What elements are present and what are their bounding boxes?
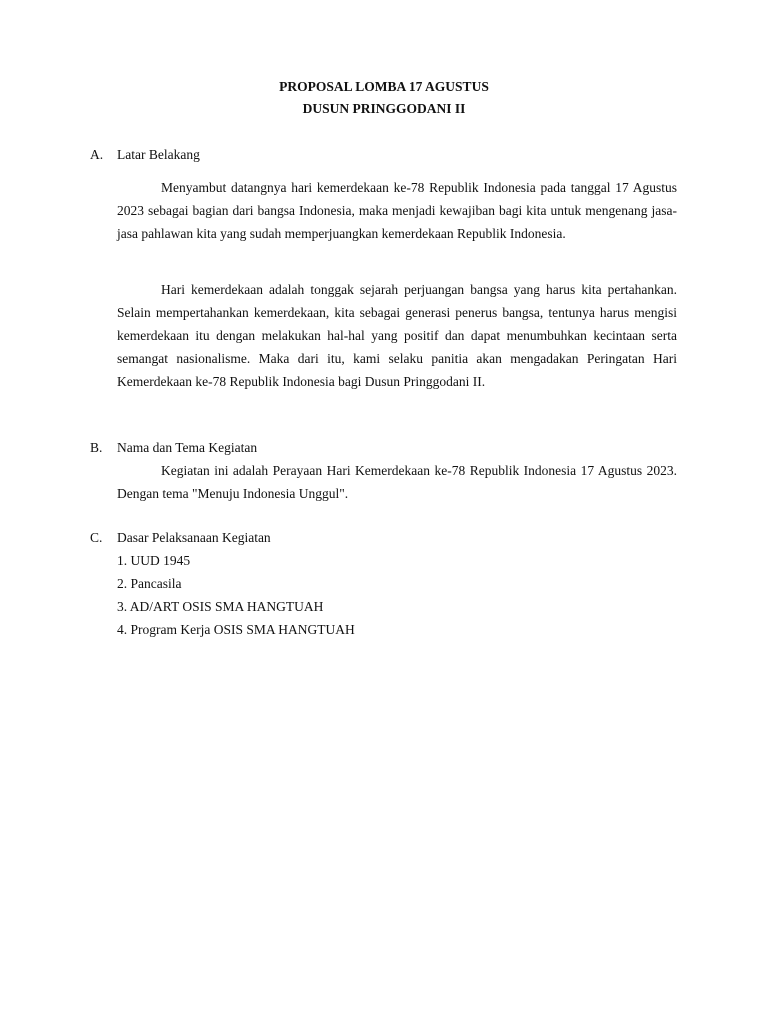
section-b-paragraph-1: Kegiatan ini adalah Perayaan Hari Kemerdekaan ke-78 Republik Indonesia 17 Agustus 2023. Dengan tema "Menuju Indonesia Unggul".	[117, 463, 677, 501]
section-b-heading	[90, 440, 257, 456]
section-c-letter: C.	[90, 530, 103, 545]
list-item: 4. Program Kerja OSIS SMA HANGTUAH	[117, 622, 355, 637]
section-a-paragraph-1: Menyambut datangnya hari kemerdekaan ke-78 Republik Indonesia pada tanggal 17 Agustus 2023 sebagai bagian dari bangsa Indonesia, maka menjadi kewajiban bagi kita untuk mengenang jasa-jasa pahlawan kita yang sudah memperjuangkan kemerdekaan Republik Indonesia.	[117, 180, 677, 241]
document-title: PROPOSAL LOMBA 17 AGUSTUS	[279, 79, 489, 94]
section-a-title: Latar Belakang	[117, 147, 200, 162]
section-a-heading	[90, 147, 200, 163]
list-item: 3. AD/ART OSIS SMA HANGTUAH	[117, 599, 324, 614]
section-c-title: Dasar Pelaksanaan Kegiatan	[117, 530, 271, 545]
section-a-paragraph-2: Hari kemerdekaan adalah tonggak sejarah perjuangan bangsa yang harus kita pertahankan. Selain mempertahankan kemerdekaan, kita sebagai generasi penerus bangsa, tentunya harus mengisi kemerdekaan itu dengan melakukan hal-hal yang positif dan dapat menumbuhkan kecintaan serta semangat nasionalisme. Maka dari itu, kami selaku panitia akan mengadakan Peringatan Hari Kemerdekaan ke-78 Republik Indonesia bagi Dusun Pringgodani II.	[117, 282, 677, 389]
list-item: 2. Pancasila	[117, 576, 182, 591]
section-a-letter: A.	[90, 147, 104, 162]
list-item: 1. UUD 1945	[117, 553, 191, 568]
section-b-title: Nama dan Tema Kegiatan	[117, 440, 258, 455]
section-c-heading	[90, 530, 271, 546]
document-subtitle: DUSUN PRINGGODANI II	[302, 101, 466, 116]
section-c-list	[117, 549, 355, 641]
section-b-letter: B.	[90, 440, 103, 455]
